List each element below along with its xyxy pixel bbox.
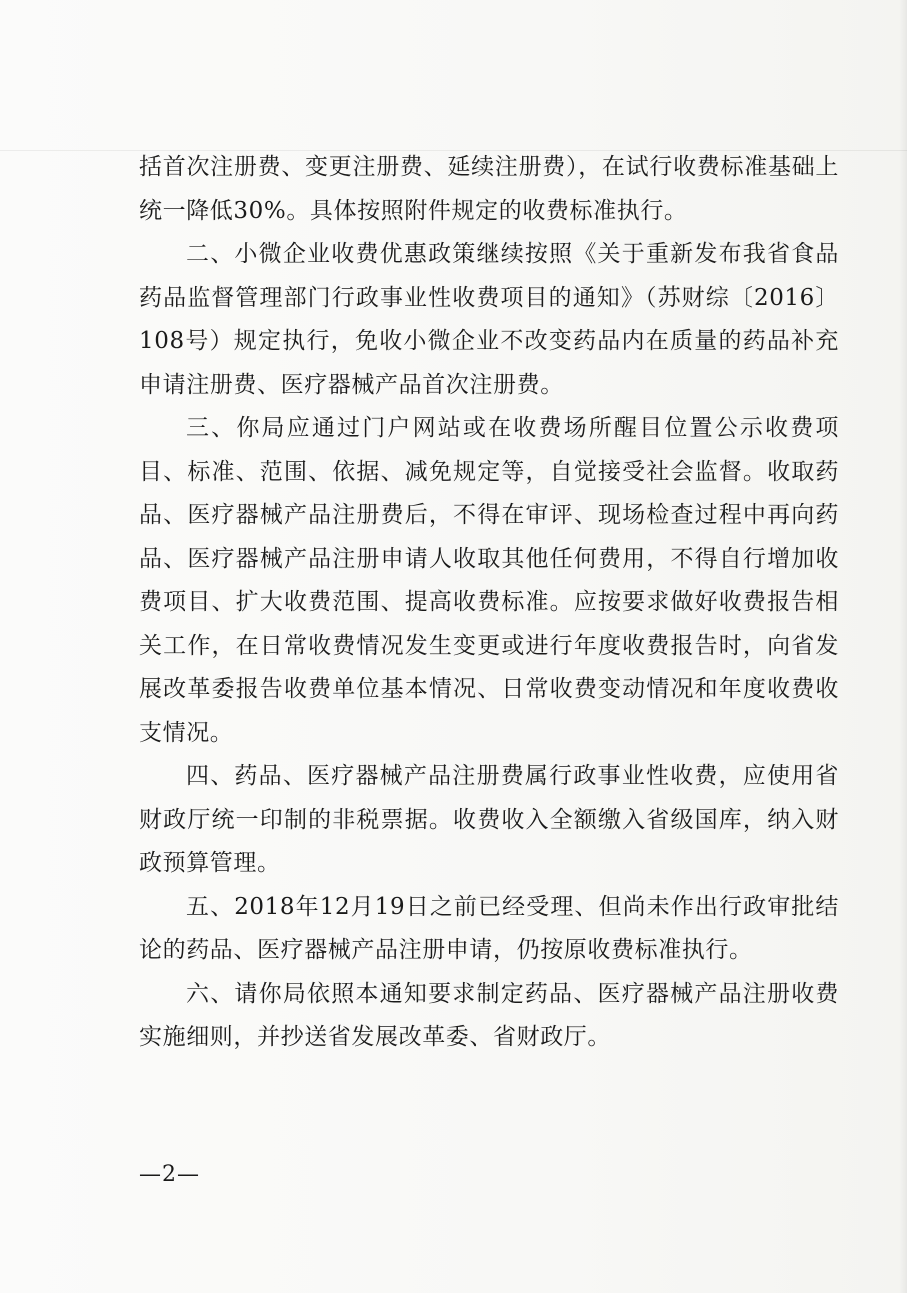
page-number: —2— — [139, 1162, 200, 1187]
paragraph-item-2: 二、小微企业收费优惠政策继续按照《关于重新发布我省食品药品监督管理部门行政事业性收费项目的通知》（苏财综〔2016〕108号）规定执行，免收小微企业不改变药品内在质量的药品补充申请注册费、医疗器械产品首次注册费。 — [139, 241, 839, 398]
paragraph-continuation: 括首次注册费、变更注册费、延续注册费），在试行收费标准基础上统一降低30%。具体按照附件规定的收费标准执行。 — [139, 154, 839, 224]
body-text — [139, 146, 839, 1060]
page-edge-shadow — [899, 0, 907, 1293]
paragraph-item-3: 三、你局应通过门户网站或在收费场所醒目位置公示收费项目、标准、范围、依据、减免规定等，自觉接受社会监督。收取药品、医疗器械产品注册费后，不得在审评、现场检查过程中再向药品、医疗器械产品注册申请人收取其他任何费用，不得自行增加收费项目、扩大收费范围、提高收费标准。应按要求做好收费报告相关工作，在日常收费情况发生变更或进行年度收费报告时，向省发展改革委报告收费单位基本情况、日常收费变动情况和年度收费收支情况。 — [139, 415, 839, 746]
paragraph-item-6: 六、请你局依照本通知要求制定药品、医疗器械产品注册收费实施细则，并抄送省发展改革委、省财政厅。 — [139, 980, 839, 1050]
paragraph-item-5: 五、2018年12月19日之前已经受理、但尚未作出行政审批结论的药品、医疗器械产品注册申请，仍按原收费标准执行。 — [139, 893, 839, 963]
paragraph-item-4: 四、药品、医疗器械产品注册费属行政事业性收费，应使用省财政厅统一印制的非税票据。收费收入全额缴入省级国库，纳入财政预算管理。 — [139, 763, 839, 876]
